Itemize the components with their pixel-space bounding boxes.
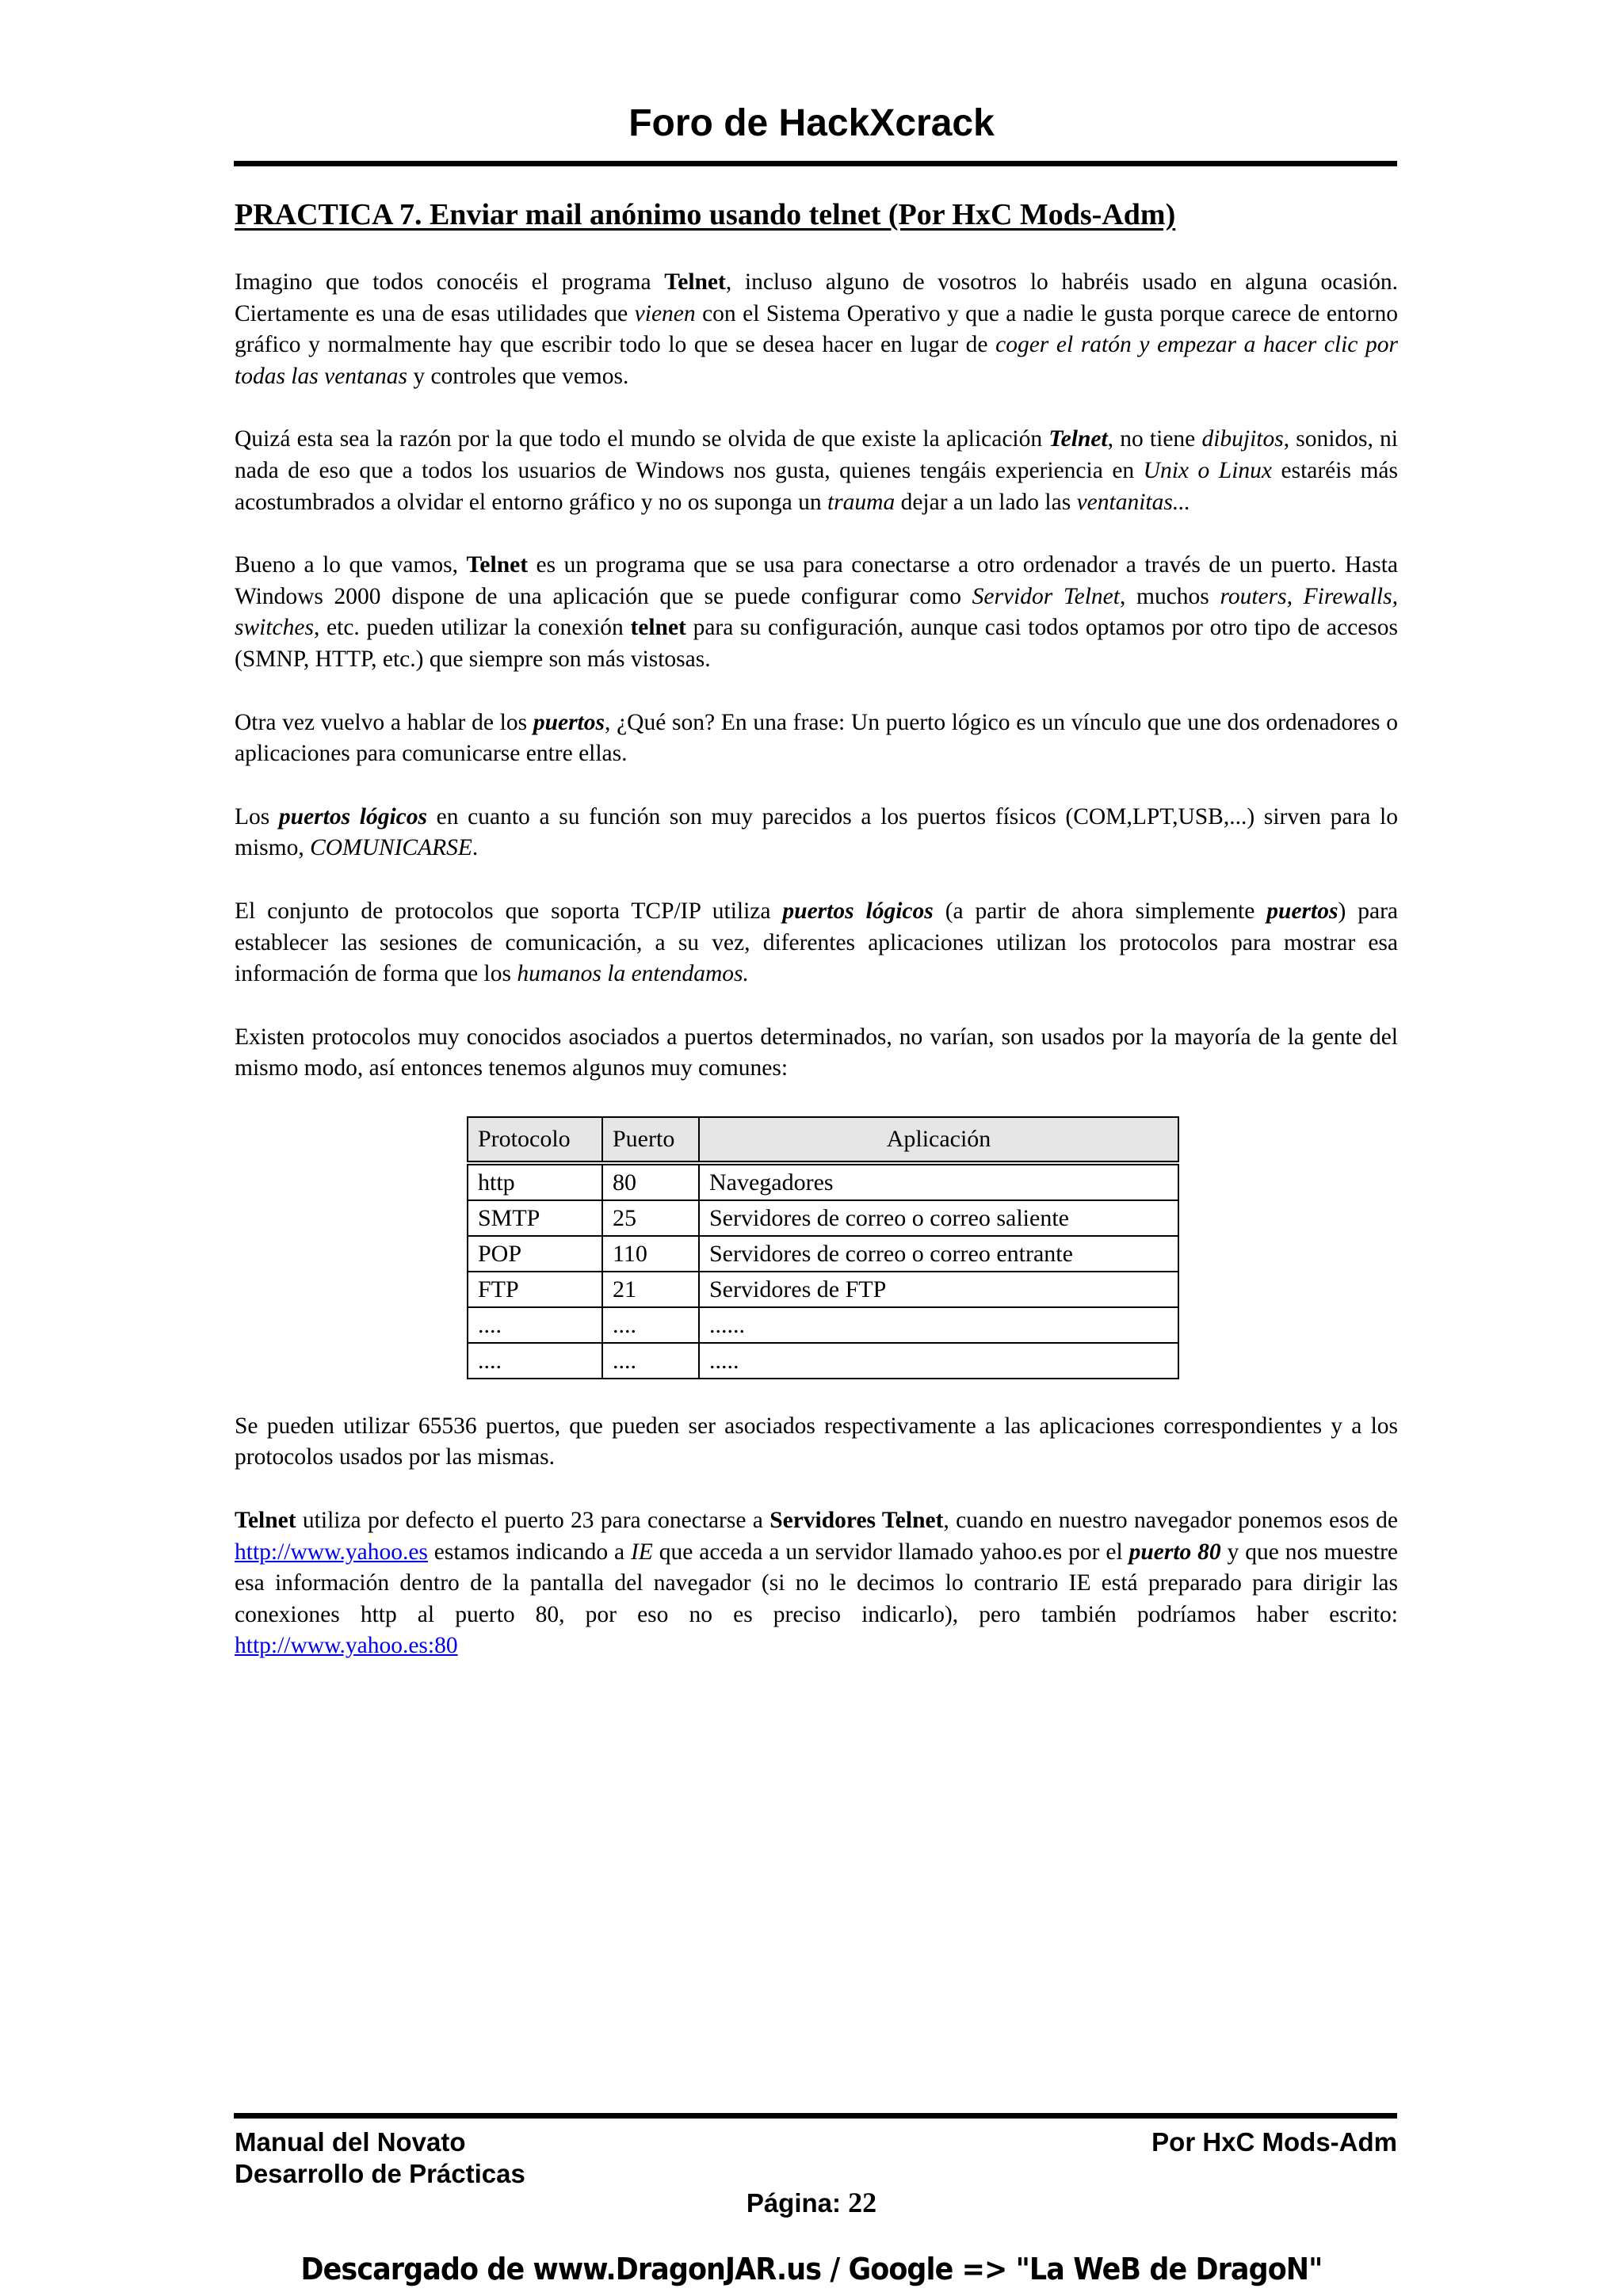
italic-run: humanos la entendamos. xyxy=(517,961,749,987)
page-header-title: Foro de HackXcrack xyxy=(628,102,995,144)
bold-run: Telnet xyxy=(235,1508,296,1534)
cell-protocol: .... xyxy=(468,1307,602,1343)
text-run: Bueno a lo que vamos, xyxy=(235,552,467,578)
text-run: , incluso alguno de vosotros lo habréis usado en alguna ocasión. Ciertamente es una de esas utilidades que xyxy=(235,269,1398,326)
page-number-value: 22 xyxy=(848,2187,877,2218)
text-run: , ¿Qué son? En una frase: Un puerto lógico es un vínculo que une dos ordenadores o aplicaciones para comunicarse entre ellas. xyxy=(235,709,1398,767)
footer-author: Por HxC Mods-Adm xyxy=(1151,2127,1397,2157)
page-number xyxy=(0,2185,1623,2221)
paragraph-port-count xyxy=(235,1411,1398,1474)
text-run: Quizá esta sea la razón por la que todo el mundo se olvida de que existe la aplicación xyxy=(235,426,1049,452)
column-header-protocolo: Protocolo xyxy=(468,1117,602,1163)
bold-italic-run: puertos xyxy=(533,709,605,735)
cell-protocol: .... xyxy=(468,1343,602,1379)
italic-run: dibujitos xyxy=(1201,426,1284,452)
table-row xyxy=(468,1163,1178,1200)
text-run: Se pueden utilizar 65536 puertos, que pueden ser asociados respectivamente a las aplicaciones correspondientes y a los protocolos usados por las mismas. xyxy=(235,1413,1398,1470)
text-run: en cuanto a su función son muy parecidos a los puertos físicos (COM,LPT,USB,...) sirven para lo mismo, xyxy=(235,803,1398,861)
text-run: (a partir de ahora simplemente xyxy=(933,898,1267,924)
italic-run: Unix o Linux xyxy=(1143,457,1272,483)
cell-protocol: FTP xyxy=(468,1272,602,1307)
bold-italic-run: puertos xyxy=(1266,898,1338,924)
bold-run: Telnet xyxy=(664,269,726,295)
paragraph-tcpip-protocols xyxy=(235,896,1398,990)
cell-port: 21 xyxy=(602,1272,699,1307)
cell-port: 110 xyxy=(602,1236,699,1272)
cell-protocol: POP xyxy=(468,1236,602,1272)
cell-port: .... xyxy=(602,1343,699,1379)
italic-run: trauma xyxy=(827,489,896,515)
bold-run: telnet xyxy=(630,615,686,641)
bold-run: Servidores Telnet xyxy=(769,1508,944,1534)
italic-run: routers, Firewalls, switches xyxy=(235,583,1398,641)
text-run: Los xyxy=(235,803,279,830)
yahoo-port-80-link[interactable]: http://www.yahoo.es:80 xyxy=(235,1633,458,1659)
text-run: para su configuración, aunque casi todos optamos por otro tipo de accesos (SMNP, HTTP, etc.) que siempre son más vistosas. xyxy=(235,615,1399,672)
cell-port: 80 xyxy=(602,1163,699,1200)
text-run: dejar a un lado las xyxy=(895,489,1077,515)
text-run: El conjunto de protocolos que soporta TCP/IP utiliza xyxy=(235,898,783,924)
table-row xyxy=(468,1343,1178,1379)
section-title: PRACTICA 7. Enviar mail anónimo usando telnet (Por HxC Mods-Adm) xyxy=(235,198,1176,231)
download-banner: Descargado de www.DragonJAR.us / Google => "La WeB de DragoN" xyxy=(300,2252,1323,2286)
italic-run: vienen xyxy=(634,300,696,326)
cell-application: Navegadores xyxy=(699,1163,1178,1200)
paragraph-known-protocols xyxy=(235,1022,1398,1085)
paragraph-telnet-port-example xyxy=(235,1505,1398,1662)
table-row xyxy=(468,1307,1178,1343)
text-run: estamos indicando a xyxy=(427,1539,631,1565)
bold-italic-run: puertos lógicos xyxy=(278,803,427,830)
cell-port: .... xyxy=(602,1307,699,1343)
paragraph-telnet-intro xyxy=(235,267,1398,392)
table-row xyxy=(468,1236,1178,1272)
text-run: y controles que vemos. xyxy=(407,363,629,389)
footer-rule xyxy=(234,2113,1397,2119)
italic-run: ventanitas... xyxy=(1076,489,1190,515)
cell-application: Servidores de correo o correo entrante xyxy=(699,1236,1178,1272)
text-run: estaréis más acostumbrados a olvidar el entorno gráfico y no os suponga un xyxy=(235,457,1398,515)
text-run: , etc. pueden utilizar la conexión xyxy=(313,615,631,641)
text-run: , cuando en nuestro navegador ponemos esos de xyxy=(943,1508,1398,1534)
text-run: . xyxy=(472,835,479,861)
text-run: Otra vez vuelvo a hablar de los xyxy=(235,709,533,735)
header-rule xyxy=(234,161,1397,166)
cell-application: ...... xyxy=(699,1307,1178,1343)
text-run: es un programa que se usa para conectarse a otro ordenador a través de un puerto. Hasta Windows 2000 dispone de una aplicación que se puede configurar como xyxy=(235,552,1398,609)
page-number-label: Página: xyxy=(746,2188,849,2218)
yahoo-link[interactable]: http://www.yahoo.es xyxy=(235,1539,428,1565)
footer-manual-title: Manual del Novato xyxy=(235,2127,466,2157)
text-run: Imagino que todos conocéis el programa xyxy=(235,269,665,295)
cell-application: Servidores de correo o correo saliente xyxy=(699,1200,1178,1236)
italic-run: COMUNICARSE xyxy=(310,835,472,861)
cell-protocol: SMTP xyxy=(468,1200,602,1236)
text-run: y que nos muestre esa información dentro de la pantalla del navegador (si no le decimos lo contrario IE está preparado para dirigir las conexiones http al puerto 80, por eso no es preciso indicarlo), pero también podríamos haber escrito: xyxy=(235,1539,1398,1627)
cell-application: ..... xyxy=(699,1343,1178,1379)
italic-run: coger el ratón y empezar a hacer clic por todas las ventanas xyxy=(235,332,1399,389)
footer-section-title: Desarrollo de Prácticas xyxy=(235,2159,525,2188)
text-run: utiliza por defecto el puerto 23 para conectarse a xyxy=(296,1508,770,1534)
text-run: Existen protocolos muy conocidos asociados a puertos determinados, no varían, son usados por la mayoría de la gente del mismo modo, así entonces tenemos algunos muy comunes: xyxy=(235,1024,1398,1081)
bold-italic-run: puertos lógicos xyxy=(782,898,934,924)
text-run: , no tiene xyxy=(1107,426,1202,452)
text-run: ) para establecer las sesiones de comunicación, a su vez, diferentes aplicaciones utilizan los protocolos para mostrar esa información de forma que los xyxy=(235,898,1398,987)
bold-italic-run: Telnet xyxy=(1048,426,1108,452)
italic-run: Servidor Telnet xyxy=(972,583,1120,609)
bold-run: Telnet xyxy=(466,552,529,578)
italic-run: IE xyxy=(630,1539,653,1565)
page-content xyxy=(235,194,1398,1694)
column-header-aplicacion: Aplicación xyxy=(699,1117,1178,1163)
text-run: , muchos xyxy=(1119,583,1220,609)
bold-italic-run: puerto 80 xyxy=(1128,1539,1221,1565)
cell-protocol: http xyxy=(468,1163,602,1200)
column-header-puerto: Puerto xyxy=(602,1117,699,1163)
cell-port: 25 xyxy=(602,1200,699,1236)
table-row xyxy=(468,1272,1178,1307)
text-run: que acceda a un servidor llamado yahoo.es por el xyxy=(652,1539,1129,1565)
paragraph-telnet-forgotten xyxy=(235,424,1398,518)
table-row xyxy=(468,1200,1178,1236)
text-run: , sonidos, ni nada de eso que a todos los usuarios de Windows nos gusta, quienes tengáis experiencia en xyxy=(235,426,1398,483)
protocol-port-table xyxy=(467,1116,1179,1379)
paragraph-logical-ports xyxy=(235,802,1398,864)
paragraph-telnet-definition xyxy=(235,550,1398,675)
paragraph-ports-question xyxy=(235,707,1398,770)
text-run: con el Sistema Operativo y que a nadie le gusta porque carece de entorno gráfico y normalmente hay que escribir todo lo que se desea hacer en lugar de xyxy=(235,300,1398,358)
cell-application: Servidores de FTP xyxy=(699,1272,1178,1307)
table-header-row xyxy=(468,1117,1178,1163)
footer-left xyxy=(235,2126,525,2190)
